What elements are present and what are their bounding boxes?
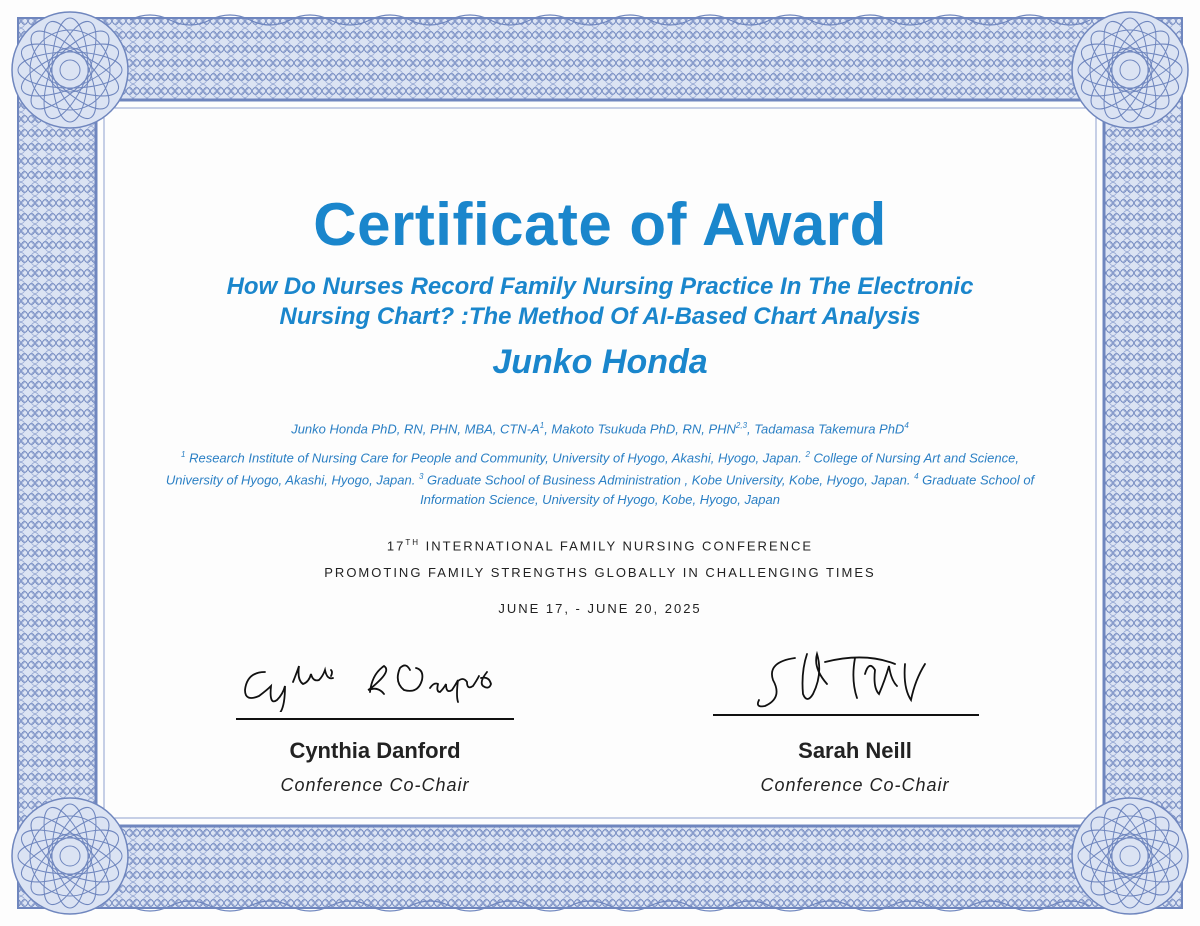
signature-line-left xyxy=(236,718,514,720)
conference-theme: PROMOTING FAMILY STRENGTHS GLOBALLY IN CHALLENGING TIMES xyxy=(324,565,876,580)
signature-cynthia-danford xyxy=(235,652,505,712)
subtitle-line-2: Nursing Chart? :The Method Of AI-Based Chart Analysis xyxy=(279,303,921,330)
affiliation-2: College of Nursing Art and Science, University of Hyogo, Akashi, Hyogo, Japan. xyxy=(165,450,1019,488)
signature-sarah-neill xyxy=(755,648,945,714)
conference-title: INTERNATIONAL FAMILY NURSING CONFERENCE xyxy=(420,538,814,554)
signature-line-right xyxy=(713,714,979,716)
author-2-affil-marker: 2,3 xyxy=(735,421,748,430)
affiliations xyxy=(160,445,1040,509)
signatory-name-left: Cynthia Danford xyxy=(289,738,461,763)
author-3-affil-marker: 4 xyxy=(904,421,909,430)
affil-marker-2: 2 xyxy=(805,450,810,459)
conference-ordinal: 17 xyxy=(386,538,406,554)
affiliation-1: Research Institute of Nursing Care for People and Community, University of Hyogo, Akashi, Hyogo, Japan. xyxy=(185,450,806,466)
affil-marker-3: 3 xyxy=(418,472,424,482)
affil-marker-1: 1 xyxy=(181,450,186,459)
signatory-name-right: Sarah Neill xyxy=(798,738,912,763)
signatory-role-right: Conference Co-Chair xyxy=(760,775,950,795)
affiliation-4: Graduate School of Information Science, University of Hyogo, Kobe, Hyogo, Japan xyxy=(420,472,1035,507)
recipient-name: Junko Honda xyxy=(492,343,708,381)
certificate-title: Certificate of Award xyxy=(313,191,887,258)
subtitle-line-1: How Do Nurses Record Family Nursing Practice In The Electronic xyxy=(226,273,974,300)
author-2: , Makoto Tsukuda PhD, RN, PHN xyxy=(544,421,736,437)
author-1-affil-marker: 1 xyxy=(539,421,545,430)
author-list xyxy=(100,421,1100,436)
certificate-body xyxy=(100,105,1100,825)
conference-name xyxy=(100,538,1100,553)
conference-ordinal-suffix: TH xyxy=(405,538,421,547)
award-subtitle xyxy=(100,272,1100,332)
conference-dates: JUNE 17, - JUNE 20, 2025 xyxy=(498,601,702,616)
signatory-role-left: Conference Co-Chair xyxy=(280,775,470,795)
author-1: Junko Honda PhD, RN, PHN, MBA, CTN-A xyxy=(291,421,540,437)
author-3: , Tadamasa Takemura PhD xyxy=(747,421,905,437)
affiliation-3: Graduate School of Business Administration , Kobe University, Kobe, Hyogo, Japan. xyxy=(423,472,915,488)
affil-marker-4: 4 xyxy=(914,472,919,482)
